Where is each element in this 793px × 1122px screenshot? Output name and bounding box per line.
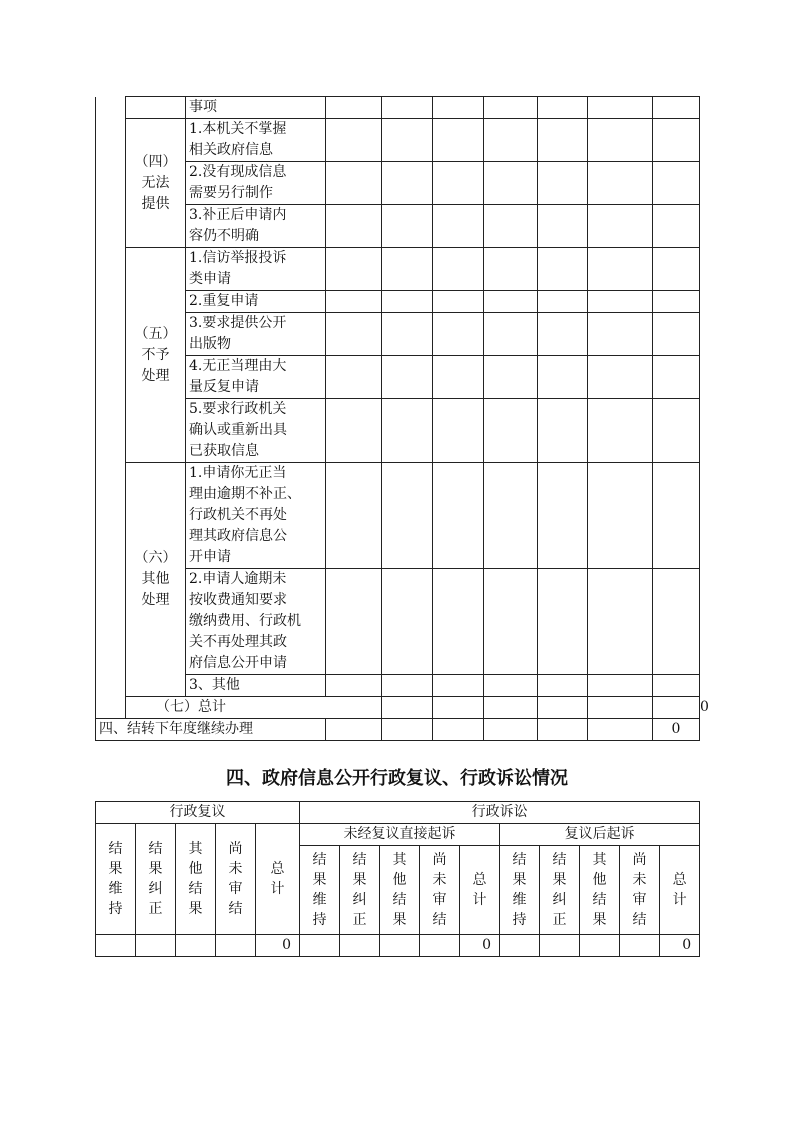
empty-cell (500, 935, 540, 957)
after-col-header: 尚 未 审 结 (620, 846, 660, 935)
total-row: （七）总计 0 (96, 697, 700, 719)
empty-cell (484, 248, 538, 291)
empty-cell (538, 119, 588, 162)
review-col-header: 其 他 结 果 (176, 824, 216, 935)
empty-cell (653, 248, 700, 291)
empty-cell (653, 675, 700, 697)
empty-cell (538, 356, 588, 399)
empty-cell (433, 248, 484, 291)
review-col-header: 总 计 (256, 824, 300, 935)
empty-cell (484, 399, 538, 463)
empty-cell (382, 569, 433, 675)
empty-cell (484, 162, 538, 205)
table-row (96, 162, 700, 205)
table-row (96, 248, 700, 291)
empty-cell (433, 313, 484, 356)
empty-cell (382, 675, 433, 697)
item-label: 2.重复申请 (186, 291, 326, 313)
item-label: 1.本机关不掌握 相关政府信息 (186, 119, 326, 162)
empty-cell (382, 356, 433, 399)
empty-cell (484, 719, 538, 741)
empty-cell (326, 675, 382, 697)
empty-cell (538, 97, 588, 119)
empty-cell (538, 205, 588, 248)
empty-cell (653, 291, 700, 313)
category-label: （四） 无法 提供 (126, 119, 186, 248)
item-label: 5.要求行政机关 确认或重新出具 已获取信息 (186, 399, 326, 463)
item-label: 1.申请你无正当 理由逾期不补正、 行政机关不再处 理其政府信息公 开申请 (186, 463, 326, 569)
empty-cell (653, 356, 700, 399)
empty-cell (484, 675, 538, 697)
empty-cell (382, 463, 433, 569)
direct-suit-header: 未经复议直接起诉 (300, 824, 500, 846)
empty-cell (382, 248, 433, 291)
section-heading: 四、政府信息公开行政复议、行政诉讼情况 (226, 768, 568, 789)
empty-cell (326, 205, 382, 248)
empty-cell (588, 291, 653, 313)
empty-cell (538, 569, 588, 675)
admin-review-header: 行政复议 (96, 802, 300, 824)
empty-cell (433, 463, 484, 569)
empty-cell (588, 697, 653, 719)
table-row (96, 119, 700, 162)
empty-cell (653, 97, 700, 119)
empty-cell (588, 248, 653, 291)
empty-cell (382, 313, 433, 356)
total-value: 0 (256, 935, 300, 957)
empty-cell (538, 291, 588, 313)
empty-cell (433, 399, 484, 463)
empty-cell (653, 463, 700, 569)
item-label: 3、其他 (186, 675, 326, 697)
empty-cell (326, 356, 382, 399)
empty-cell (326, 119, 382, 162)
empty-cell (538, 463, 588, 569)
empty-cell (340, 935, 380, 957)
empty-cell (433, 569, 484, 675)
empty-cell (588, 356, 653, 399)
empty-cell (538, 162, 588, 205)
empty-cell (588, 675, 653, 697)
empty-cell (433, 675, 484, 697)
empty-cell (326, 162, 382, 205)
empty-cell (620, 935, 660, 957)
table-row (96, 205, 700, 248)
empty-cell (588, 162, 653, 205)
review-litigation-table (95, 801, 700, 957)
after-col-header: 结 果 纠 正 (540, 846, 580, 935)
empty-cell (382, 162, 433, 205)
after-col-header: 结 果 维 持 (500, 846, 540, 935)
total-label: （七）总计 (126, 697, 382, 719)
empty-cell (433, 697, 484, 719)
empty-cell (382, 119, 433, 162)
direct-col-header: 其 他 结 果 (380, 846, 420, 935)
empty-cell (653, 697, 700, 719)
empty-cell (653, 399, 700, 463)
empty-cell (382, 399, 433, 463)
total-value: 0 (660, 935, 700, 957)
carry-value: 0 (653, 719, 700, 741)
total-value: 0 (460, 935, 500, 957)
category-label: （五） 不予 处理 (126, 248, 186, 463)
application-handling-table (95, 96, 709, 741)
empty-cell (588, 313, 653, 356)
carry-row (96, 719, 700, 741)
empty-cell (588, 569, 653, 675)
empty-cell (484, 463, 538, 569)
category-label: （六） 其他 处理 (126, 463, 186, 697)
empty-cell (433, 97, 484, 119)
empty-cell (96, 935, 136, 957)
empty-cell (382, 205, 433, 248)
empty-cell (216, 935, 256, 957)
empty-cell (588, 463, 653, 569)
empty-cell (538, 248, 588, 291)
empty-cell (484, 313, 538, 356)
empty-cell (382, 97, 433, 119)
item-label: 1.信访举报投诉 类申请 (186, 248, 326, 291)
empty-cell (326, 248, 382, 291)
empty-cell (588, 719, 653, 741)
item-cell: 事项 (186, 97, 326, 119)
empty-cell (653, 313, 700, 356)
empty-cell (326, 463, 382, 569)
empty-cell (433, 719, 484, 741)
empty-cell (382, 697, 433, 719)
empty-cell (136, 935, 176, 957)
table-row (96, 291, 700, 313)
empty-cell (484, 97, 538, 119)
table-row (96, 313, 700, 356)
table-row (96, 97, 700, 119)
empty-cell (326, 569, 382, 675)
category-cell (126, 97, 186, 119)
direct-col-header: 结 果 纠 正 (340, 846, 380, 935)
review-col-header: 结 果 维 持 (96, 824, 136, 935)
table-row (96, 356, 700, 399)
empty-cell (484, 291, 538, 313)
empty-cell (382, 291, 433, 313)
admin-litigation-header: 行政诉讼 (300, 802, 700, 824)
direct-col-header: 总 计 (460, 846, 500, 935)
table-row (96, 463, 700, 569)
item-label: 2.申请人逾期未 按收费通知要求 缴纳费用、行政机 关不再处理其政 府信息公开申请 (186, 569, 326, 675)
empty-cell (326, 399, 382, 463)
empty-cell (433, 291, 484, 313)
empty-cell (588, 399, 653, 463)
empty-cell (420, 935, 460, 957)
empty-cell (653, 205, 700, 248)
item-label: 2.没有现成信息 需要另行制作 (186, 162, 326, 205)
empty-cell (484, 119, 538, 162)
empty-cell (538, 719, 588, 741)
review-col-header: 尚 未 审 结 (216, 824, 256, 935)
empty-cell (588, 119, 653, 162)
direct-col-header: 尚 未 审 结 (420, 846, 460, 935)
empty-cell (538, 697, 588, 719)
empty-cell (653, 119, 700, 162)
empty-cell (484, 569, 538, 675)
empty-cell (433, 205, 484, 248)
empty-cell (326, 291, 382, 313)
empty-cell (484, 356, 538, 399)
empty-cell (538, 399, 588, 463)
after-review-suit-header: 复议后起诉 (500, 824, 700, 846)
direct-col-header: 结 果 维 持 (300, 846, 340, 935)
empty-cell (588, 205, 653, 248)
empty-cell (580, 935, 620, 957)
carry-label: 四、结转下年度继续办理 (96, 719, 326, 741)
empty-cell (484, 205, 538, 248)
empty-cell (538, 313, 588, 356)
outer-left-cell (96, 97, 126, 119)
empty-cell (484, 697, 538, 719)
item-label: 3.要求提供公开 出版物 (186, 313, 326, 356)
empty-cell (433, 162, 484, 205)
empty-cell (538, 675, 588, 697)
empty-cell (588, 97, 653, 119)
after-col-header: 总 计 (660, 846, 700, 935)
table-row (96, 569, 700, 675)
item-label: 3.补正后申请内 容仍不明确 (186, 205, 326, 248)
empty-cell (380, 935, 420, 957)
empty-cell (326, 313, 382, 356)
outer-left-cell (96, 119, 126, 719)
empty-cell (176, 935, 216, 957)
item-label: 4.无正当理由大 量反复申请 (186, 356, 326, 399)
empty-cell (326, 719, 382, 741)
empty-cell (653, 162, 700, 205)
empty-cell (433, 119, 484, 162)
empty-cell (540, 935, 580, 957)
empty-cell (433, 356, 484, 399)
empty-cell (300, 935, 340, 957)
table-row (96, 675, 700, 697)
empty-cell (653, 569, 700, 675)
empty-cell (326, 97, 382, 119)
review-col-header: 结 果 纠 正 (136, 824, 176, 935)
empty-cell (382, 719, 433, 741)
table-row (96, 399, 700, 463)
after-col-header: 其 他 结 果 (580, 846, 620, 935)
